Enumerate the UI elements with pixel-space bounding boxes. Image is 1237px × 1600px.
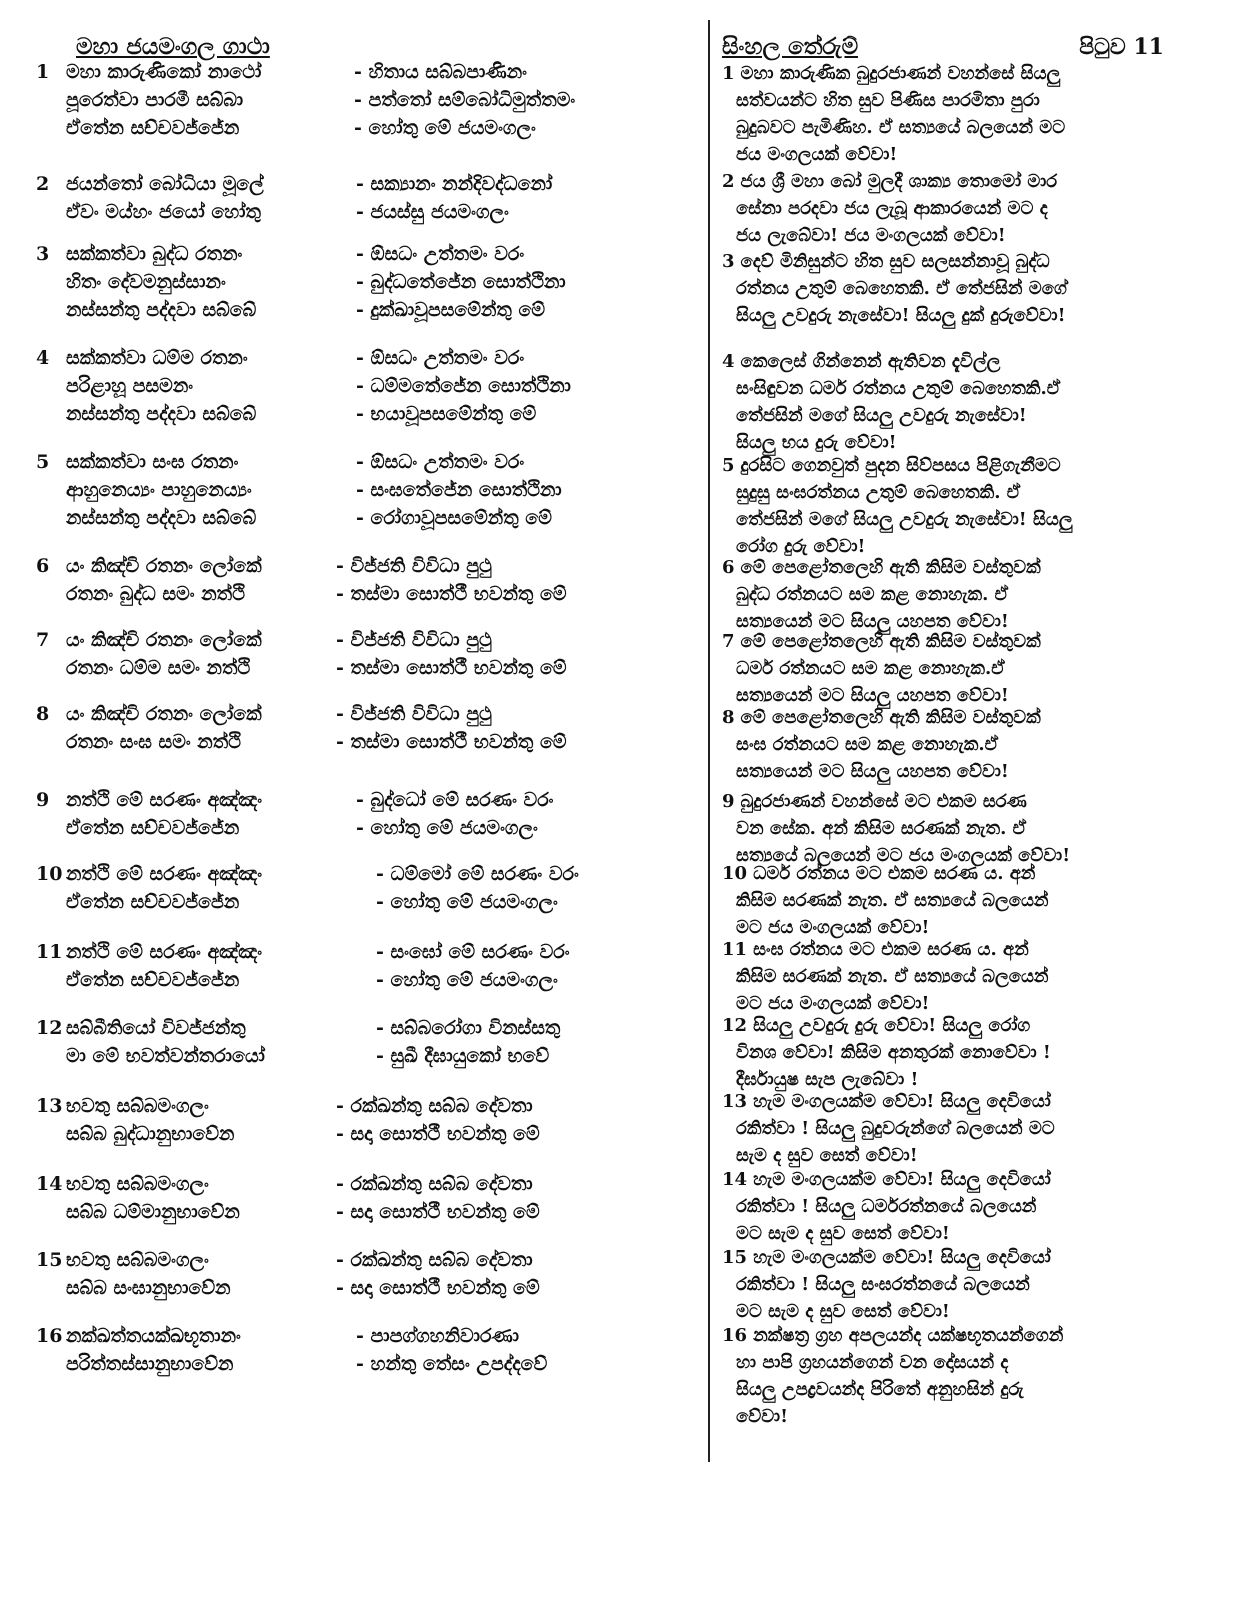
verse-line-second-half: - ජයස්සු ජයමංගලං: [356, 201, 509, 223]
verse-line-second-half: - ඕසධං උත්තමං වරං: [356, 243, 525, 265]
verse-line-first-half: භවතු සබ්බමංගලං: [66, 1249, 209, 1271]
meaning-number: 11: [722, 939, 748, 960]
verse-line: [36, 700, 708, 728]
meaning-3: [722, 248, 1192, 329]
meaning-line: [722, 758, 1192, 785]
verse-line-first-half: සබ්බ ධම්මානුභාවේන: [66, 1201, 240, 1223]
meaning-text: සංසිඳුවන ධර්ම රත්නය උතුම් බෙහෙතකි.ඒ: [736, 378, 1061, 399]
verse-5: [36, 448, 708, 532]
verse-line-first-half: ජයන්තෝ බෝධියා මූලේ: [66, 173, 264, 195]
meaning-number: 5: [722, 455, 735, 476]
verse-line: [36, 814, 708, 842]
meaning-line: [722, 1322, 1192, 1349]
meaning-line: [722, 887, 1192, 914]
meaning-text: වේවා!: [736, 1406, 788, 1427]
verse-line-second-half: - පාපග්ගහනිවාරණා: [356, 1325, 520, 1347]
meaning-line: [722, 860, 1192, 887]
meaning-text: රකිත්වා ! සියලු බුදුවරුන්ගේ බලයෙන් මට: [736, 1118, 1055, 1139]
meaning-8: [722, 704, 1192, 785]
meaning-line: [722, 554, 1192, 581]
verse-line-first-half: සබ්බීතියෝ විවජ්ජන්තු: [66, 1017, 246, 1039]
verse-line-first-half: ඒතේන සච්චවජ්ජේන: [66, 969, 240, 991]
meaning-text: රෝග දුරු වේවා!: [736, 536, 866, 557]
meaning-text: සියලු උවදුරු දුරු වේවා! සියලු රෝග: [753, 1015, 1031, 1036]
meaning-text: සත්‍යයෙන් මට සියලු යහපත වේවා!: [736, 611, 1009, 632]
meaning-text: රකිත්වා ! සියලු ධර්මරත්නයේ බලයෙන්: [736, 1196, 1037, 1217]
meaning-text: මහා කාරුණික බුදුරජාණන් වහන්සේ සියලු: [740, 63, 1061, 84]
meaning-line: [722, 936, 1192, 963]
meaning-line: [722, 1115, 1192, 1142]
verse-line: [36, 170, 708, 198]
verse-line-second-half: - සබ්බරෝගා විනස්සතු: [376, 1017, 561, 1039]
meaning-text: තේජසින් මගේ සියලු උවදුරු නැසේවා! සියලු: [736, 509, 1073, 530]
verse-number: 10: [36, 863, 63, 885]
meaning-text: මේ පෙළෝතලෙහි ඇති කිසිම වස්තුවක්: [740, 631, 1041, 652]
verse-line-first-half: නක්ඛත්තයක්ඛභූතානං: [66, 1325, 241, 1347]
meaning-line: [722, 402, 1192, 429]
verse-number: 4: [36, 347, 50, 369]
meaning-line: [722, 815, 1192, 842]
verse-number: 13: [36, 1095, 63, 1117]
verse-line-first-half: නත්ථි මේ සරණං අඤ්ඤං: [66, 941, 263, 963]
verse-11: [36, 938, 708, 994]
verse-line-second-half: - විජ්ජති විවිධා පුථු: [336, 555, 492, 577]
verse-line-first-half: පරිළාහූ පසමනං: [66, 375, 194, 397]
meaning-9: [722, 788, 1192, 869]
meaning-12: [722, 1012, 1192, 1093]
verse-line-first-half: රතනං බුද්ධ සමං නත්ථි: [66, 583, 245, 605]
meaning-line: [722, 628, 1192, 655]
meaning-line: [722, 141, 1192, 168]
verse-number: 15: [36, 1249, 63, 1271]
verse-line-second-half: - තස්මා සොත්ථී භවන්තු මේ: [336, 731, 567, 753]
verse-line-second-half: - බුද්ධෝ මේ සරණං වරං: [356, 789, 554, 811]
meaning-number: 14: [722, 1169, 748, 1190]
verse-number: 3: [36, 243, 50, 265]
verse-line-second-half: - දුක්ඛාවූපසමේන්තු මේ: [356, 299, 546, 321]
verse-line: [36, 860, 708, 888]
verse-2: [36, 170, 708, 226]
meaning-text: කෙලෙස් ගින්නෙන් ඇතිවන දැවිල්ල: [740, 351, 1001, 372]
verse-line: [36, 552, 708, 580]
meaning-line: [722, 375, 1192, 402]
meaning-line: [722, 1012, 1192, 1039]
verse-line-first-half: පරිත්තස්සානුභාවේන: [66, 1353, 234, 1375]
verse-line-second-half: - හෝතු මේ ජයමංගලං: [356, 817, 538, 839]
verse-line-first-half: සක්කත්වා ධම්ම රතනං: [66, 347, 248, 369]
sinhala-meaning-column: [722, 30, 1192, 1427]
verse-line-first-half: යං කිඤ්චි රතනං ලෝකේ: [66, 555, 262, 577]
meaning-line: [722, 302, 1192, 329]
verse-9: [36, 786, 708, 842]
verse-line-second-half: - විජ්ජති විවිධා පුථු: [336, 703, 492, 725]
verse-line-second-half: - ඕසධං උත්තමං වරං: [356, 347, 525, 369]
verse-line: [36, 626, 708, 654]
verse-line-second-half: - රෝගාවූපසමේන්තු මේ: [356, 507, 552, 529]
meaning-text: මේ පෙළෝතලෙහි ඇති කිසිම වස්තුවක්: [740, 557, 1041, 578]
meaning-number: 12: [722, 1015, 748, 1036]
meaning-text: මට ජය මංගලයක් වේවා!: [736, 993, 930, 1014]
meaning-line: [722, 963, 1192, 990]
pali-verses-column: [36, 30, 708, 1375]
verse-line: [36, 372, 708, 400]
verse-6: [36, 552, 708, 608]
meaning-line: [722, 1220, 1192, 1247]
verse-line-second-half: - හිතාය සබ්බපාණිනං: [354, 61, 527, 83]
verse-line: [36, 86, 708, 114]
right-heading: සිංහල තේරුම්: [722, 33, 859, 60]
meaning-number: 13: [722, 1091, 748, 1112]
verse-line-first-half: සබ්බ සංඝානුභාවේන: [66, 1277, 231, 1299]
meaning-line: [722, 60, 1192, 87]
meaning-text: සේනා පරදවා ජය ලැබූ ආකාරයෙන් මට ද: [736, 198, 1048, 219]
meaning-line: [722, 655, 1192, 682]
verse-line-first-half: ඒතේන සච්චවජ්ජේන: [66, 891, 240, 913]
left-heading: මහා ජයමංගල ගාථා: [76, 33, 270, 60]
verse-number: 7: [36, 629, 50, 651]
verse-line-second-half: - රක්ඛන්තු සබ්බ දේවතා: [336, 1173, 533, 1195]
meaning-line: [722, 195, 1192, 222]
meaning-line: [722, 1142, 1192, 1169]
meaning-line: [722, 1271, 1192, 1298]
verse-line: [36, 1274, 708, 1302]
verse-line-first-half: නස්සන්තු පද්දවා සබ්බේ: [66, 403, 257, 425]
meaning-text: තේජසින් මගේ සියලු උවදුරු නැසේවා!: [736, 405, 1027, 426]
meaning-number: 9: [722, 791, 735, 812]
verse-line-first-half: ඒතේන සච්චවජ්ජේන: [66, 817, 240, 839]
meaning-text: දීර්ඝායුෂ සැප ලැබේවා !: [736, 1069, 919, 1090]
verse-line-second-half: - සංඝතේජේන සොත්ථිනා: [356, 479, 562, 501]
meaning-line: [722, 1376, 1192, 1403]
verse-line: [36, 728, 708, 756]
meaning-text: මේ පෙළෝතලෙහි ඇති කිසිම වස්තුවක්: [740, 707, 1041, 728]
meaning-line: [722, 275, 1192, 302]
verse-number: 5: [36, 451, 50, 473]
verse-1: [36, 58, 708, 142]
verse-line-first-half: නත්ථි මේ සරණං අඤ්ඤං: [66, 789, 263, 811]
verse-line: [36, 1322, 708, 1350]
meaning-text: ජය මංගලයක් වේවා!: [736, 144, 898, 165]
verse-3: [36, 240, 708, 324]
meaning-text: බුද්ධ රත්නයට සම කළ නොහැක. ඒ: [736, 584, 1009, 605]
verse-line-first-half: රතනං සංඝ සමං නත්ථි: [66, 731, 242, 753]
meaning-text: සුදුසු සංඝරත්නය උතුම් බෙහෙතකි. ඒ: [736, 482, 1021, 503]
meaning-text: සත්‍යයෙන් මට සියලු යහපත වේවා!: [736, 685, 1009, 706]
verse-line: [36, 504, 708, 532]
meaning-line: [722, 1244, 1192, 1271]
verse-line-second-half: - පත්තෝ සම්බෝධිමුත්තමං: [354, 89, 576, 111]
verse-number: 14: [36, 1173, 63, 1195]
meaning-line: [722, 1349, 1192, 1376]
verse-line: [36, 240, 708, 268]
meaning-text: ජය ලැබේවා! ජය මංගලයක් වේවා!: [736, 225, 1006, 246]
verse-line-first-half: ඒවං මය්හං ජයෝ හෝතු: [66, 201, 261, 223]
verse-line-second-half: - තස්මා සොත්ථී භවන්තු මේ: [336, 583, 567, 605]
verse-line-first-half: සබ්බ බුද්ධානුභාවේන: [66, 1123, 235, 1145]
meaning-text: විනශ වේවා! කිසිම අනතුරක් නොවේවා !: [736, 1042, 1051, 1063]
verse-line-first-half: මහා කාරුණිකෝ නාථෝ: [66, 61, 262, 83]
meaning-number: 3: [722, 251, 735, 272]
meaning-line: [722, 168, 1192, 195]
verse-line-second-half: - හන්තු තේසං උපද්දවේ: [356, 1353, 548, 1375]
verse-line: [36, 448, 708, 476]
meaning-text: කිසිම සරණක් නැත. ඒ සත්‍යයේ බලයෙන්: [736, 890, 1049, 911]
meaning-text: බුදුරජාණන් වහන්සේ මට එකම සරණ: [740, 791, 1027, 812]
verse-line: [36, 400, 708, 428]
verse-line: [36, 1170, 708, 1198]
verse-line: [36, 1014, 708, 1042]
meaning-text: රත්නය උතුම් බෙහෙතකි. ඒ තේජසින් මගේ: [736, 278, 1067, 299]
verse-line: [36, 344, 708, 372]
verse-number: 8: [36, 703, 50, 725]
verse-line-second-half: - සදා සොත්ථී භවන්තු මේ: [336, 1123, 540, 1145]
verse-line-first-half: යං කිඤ්චි රතනං ලෝකේ: [66, 629, 262, 651]
verse-line: [36, 888, 708, 916]
verse-number: 16: [36, 1325, 63, 1347]
meaning-text: සංඝ රත්නය මට එකම සරණ ය. අන්: [753, 939, 1029, 960]
meaning-text: සත්‍යයෙන් මට සියලු යහපත වේවා!: [736, 761, 1009, 782]
meaning-text: කිසිම සරණක් නැත. ඒ සත්‍යයේ බලයෙන්: [736, 966, 1049, 987]
verse-line-second-half: - රක්ඛන්තු සබ්බ දේවතා: [336, 1249, 533, 1271]
page-number: පිටුව 11: [1079, 34, 1164, 60]
verse-line-second-half: - සක්‍යානං නන්දිවද්ධනෝ: [356, 173, 553, 195]
meaning-text: හැම මංගලයක්ම වේවා! සියලු දෙවියෝ: [753, 1247, 1051, 1268]
meaning-number: 10: [722, 863, 748, 884]
verse-line: [36, 1350, 708, 1378]
meaning-text: දෙව් මිනිසුන්ට හිත සුව සලසන්නාවූ බුද්ධ: [740, 251, 1050, 272]
meaning-text: නක්ෂත්‍ර ග්‍රහ අපලයන්ද යක්ෂභූතයන්ගෙන්: [753, 1325, 1064, 1346]
meaning-line: [722, 1166, 1192, 1193]
meaning-7: [722, 628, 1192, 709]
verse-number: 1: [36, 61, 50, 83]
verse-4: [36, 344, 708, 428]
meaning-text: සියලු උවදුරු නැසේවා! සියලු දුක් දුරුවේවා!: [736, 305, 1066, 326]
meaning-line: [722, 479, 1192, 506]
verse-line-second-half: - හෝතු මේ ජයමංගලං: [376, 969, 558, 991]
meaning-text: වන සේක. අන් කිසිම සරණක් නැත. ඒ: [736, 818, 1027, 839]
column-divider: [708, 20, 710, 1462]
meaning-text: හැම මංගලයක්ම වේවා! සියලු දෙවියෝ: [753, 1169, 1051, 1190]
meaning-line: [722, 731, 1192, 758]
verse-line-second-half: - සදා සොත්ථී භවන්තු මේ: [336, 1201, 540, 1223]
meaning-line: [722, 348, 1192, 375]
meaning-2: [722, 168, 1192, 249]
meaning-text: හැම මංගලයක්ම වේවා! සියලු දෙවියෝ: [753, 1091, 1051, 1112]
verse-line-first-half: රතනං ධම්ම සමං නත්ථි: [66, 657, 251, 679]
verse-line: [36, 966, 708, 994]
meaning-10: [722, 860, 1192, 941]
meaning-14: [722, 1166, 1192, 1247]
verse-line: [36, 268, 708, 296]
verse-15: [36, 1246, 708, 1302]
meaning-text: සැම ද සුව සෙත් වේවා!: [736, 1145, 918, 1166]
meaning-text: සියලු භය දුරු වේවා!: [736, 432, 897, 453]
verse-line-second-half: - භයාවූපසමේන්තු මේ: [356, 403, 537, 425]
verse-16: [36, 1322, 708, 1378]
meaning-text: මට සැම ද සුව සෙත් වේවා!: [736, 1301, 950, 1322]
verse-7: [36, 626, 708, 682]
meaning-text: සත්‍යයේ බලයෙන් මට ජය මංගලයක් වේවා!: [736, 845, 1071, 866]
verse-line-second-half: - සංඝෝ මේ සරණං වරං: [376, 941, 570, 963]
verse-line-first-half: ඒතේන සච්චවජ්ජේන: [66, 117, 240, 139]
verse-line-first-half: පූරෙත්වා පාරමී සබ්බා: [66, 89, 244, 111]
verse-line-second-half: - ධම්මතේජේන සොත්ථිනා: [356, 375, 571, 397]
meaning-15: [722, 1244, 1192, 1325]
meaning-11: [722, 936, 1192, 1017]
verse-14: [36, 1170, 708, 1226]
meaning-number: 7: [722, 631, 735, 652]
meaning-1: [722, 60, 1192, 168]
verse-line-first-half: සක්කත්වා බුද්ධ රතනං: [66, 243, 243, 265]
verse-line-second-half: - සදා සොත්ථී භවන්තු මේ: [336, 1277, 540, 1299]
verse-line-second-half: - තස්මා සොත්ථී භවන්තු මේ: [336, 657, 567, 679]
verse-line-first-half: හිතං දේවමනුස්සානං: [66, 271, 226, 293]
meaning-line: [722, 248, 1192, 275]
verse-line-first-half: ආහුනෙය්‍යං පාහුනෙය්‍යං: [66, 479, 252, 501]
meaning-line: [722, 452, 1192, 479]
meaning-line: [722, 704, 1192, 731]
verse-line: [36, 1042, 708, 1070]
verse-line: [36, 938, 708, 966]
meaning-text: මට ජය මංගලයක් වේවා!: [736, 917, 930, 938]
verse-line: [36, 476, 708, 504]
verse-line-first-half: නස්සන්තු පද්දවා සබ්බේ: [66, 507, 257, 529]
verse-line-second-half: - බුද්ධතේජේන සොත්ථිනා: [356, 271, 566, 293]
verse-line: [36, 654, 708, 682]
verse-number: 11: [36, 941, 63, 963]
meaning-line: [722, 581, 1192, 608]
meaning-text: මට සැම ද සුව සෙත් වේවා!: [736, 1223, 950, 1244]
meaning-line: [722, 1193, 1192, 1220]
meaning-text: සියලු උපද්‍රවයන්ද පිරිතේ අනුහසින් දුරු: [736, 1379, 1024, 1400]
verse-line: [36, 114, 708, 142]
verse-8: [36, 700, 708, 756]
meaning-text: හා පාපි ග්‍රහයන්ගෙන් වන දෝසයන් ද: [736, 1352, 1009, 1373]
verse-line-first-half: භවතු සබ්බමංගලං: [66, 1095, 209, 1117]
meaning-text: සත්වයන්ට හිත සුව පිණිස පාරමිතා පුරා: [736, 90, 1040, 111]
meaning-text: සංඝ රත්නයට සම කළ නොහැක.ඒ: [736, 734, 999, 755]
meaning-text: ජය ශ්‍රී මහා බෝ මුලදී ශාක්‍ය තොමෝ මාර: [740, 171, 1058, 192]
verse-line-first-half: සක්කත්වා සංඝ රතනං: [66, 451, 239, 473]
meaning-number: 8: [722, 707, 735, 728]
meaning-line: [722, 1039, 1192, 1066]
verse-number: 6: [36, 555, 50, 577]
verse-line-second-half: - සුඛී දීඝායුකෝ භවේ: [376, 1045, 550, 1067]
verse-line-second-half: - ඕසධං උත්තමං වරං: [356, 451, 525, 473]
meaning-number: 6: [722, 557, 735, 578]
meaning-line: [722, 506, 1192, 533]
verse-line: [36, 1246, 708, 1274]
meaning-line: [722, 1088, 1192, 1115]
verse-line-first-half: භවතු සබ්බමංගලං: [66, 1173, 209, 1195]
verse-10: [36, 860, 708, 916]
meaning-line: [722, 1298, 1192, 1325]
right-header-row: [722, 30, 1192, 64]
verse-number: 12: [36, 1017, 63, 1039]
meaning-text: ධර්ම රත්නයට සම කළ නොහැක.ඒ: [736, 658, 1005, 679]
verse-line-second-half: - හෝතු මේ ජයමංගලං: [354, 117, 536, 139]
verse-number: 9: [36, 789, 50, 811]
meaning-line: [722, 114, 1192, 141]
verse-line-second-half: - ධම්මෝ මේ සරණං වරං: [376, 863, 579, 885]
meaning-line: [722, 87, 1192, 114]
meaning-5: [722, 452, 1192, 560]
meaning-13: [722, 1088, 1192, 1169]
meaning-line: [722, 1403, 1192, 1430]
meaning-text: ධර්ම රත්නය මට එකම සරණ ය. අන්: [753, 863, 1036, 884]
verse-line: [36, 1092, 708, 1120]
verse-line-first-half: මා මේ භවත්වන්තරායෝ: [66, 1045, 265, 1067]
verse-line: [36, 786, 708, 814]
verse-line-second-half: - හෝතු මේ ජයමංගලං: [376, 891, 558, 913]
verse-line: [36, 580, 708, 608]
verse-line-first-half: නත්ථි මේ සරණං අඤ්ඤං: [66, 863, 263, 885]
meaning-text: බුදුබවට පැමිණිහ. ඒ සත්‍යයේ බලයෙන් මට: [736, 117, 1066, 138]
meaning-16: [722, 1322, 1192, 1430]
verse-line-first-half: යං කිඤ්චි රතනං ලෝකේ: [66, 703, 262, 725]
verse-line: [36, 58, 708, 86]
verse-line-first-half: නස්සන්තු පද්දවා සබ්බේ: [66, 299, 257, 321]
meaning-text: දුරසිට ගෙනවුත් පුදන සිව්පසය පිළිගැනීමට: [740, 455, 1061, 476]
meaning-number: 2: [722, 171, 735, 192]
verse-number: 2: [36, 173, 50, 195]
verse-line: [36, 198, 708, 226]
meaning-text: රකිත්වා ! සියලු සංඝරත්නයේ බලයෙන්: [736, 1274, 1030, 1295]
meaning-number: 1: [722, 63, 735, 84]
meaning-number: 4: [722, 351, 735, 372]
meaning-line: [722, 222, 1192, 249]
verse-line-second-half: - රක්ඛන්තු සබ්බ දේවතා: [336, 1095, 533, 1117]
meaning-4: [722, 348, 1192, 456]
meaning-line: [722, 788, 1192, 815]
meaning-number: 15: [722, 1247, 748, 1268]
verse-12: [36, 1014, 708, 1070]
meaning-6: [722, 554, 1192, 635]
verse-line: [36, 1120, 708, 1148]
verse-13: [36, 1092, 708, 1148]
verse-line: [36, 296, 708, 324]
verse-line-second-half: - විජ්ජති විවිධා පුථු: [336, 629, 492, 651]
verse-line: [36, 1198, 708, 1226]
meaning-number: 16: [722, 1325, 748, 1346]
